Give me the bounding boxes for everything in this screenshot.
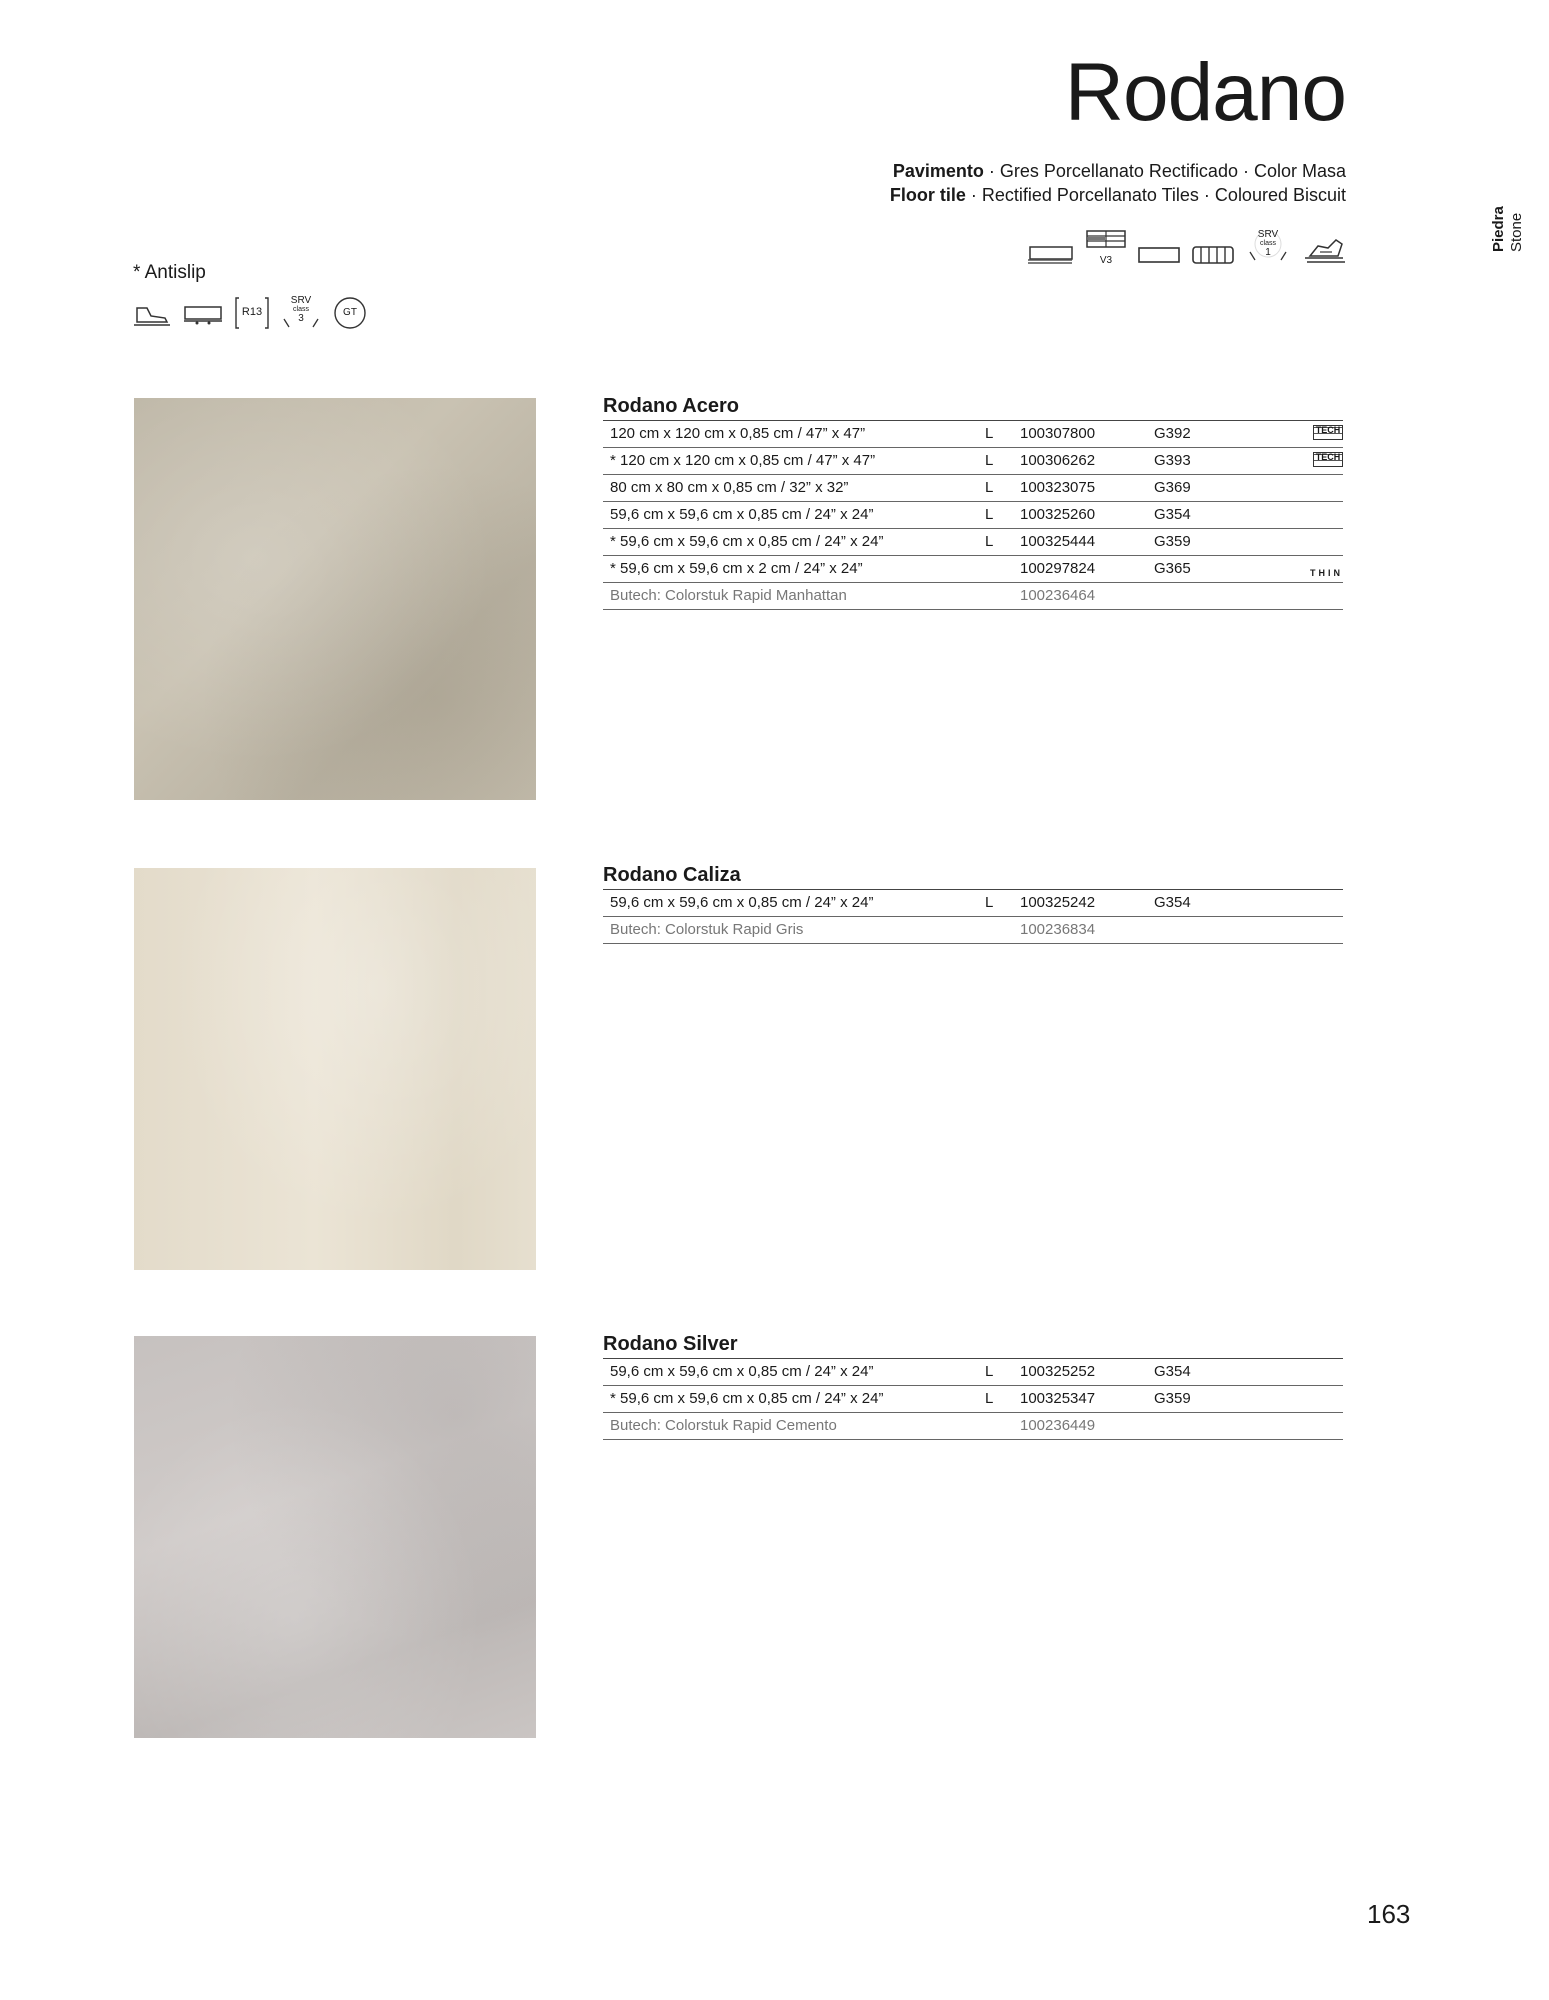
l-cell: L: [985, 452, 994, 469]
group-cell: G354: [1154, 894, 1191, 911]
description-line1: · Gres Porcellanato Rectificado · Color Masa: [983, 161, 1346, 181]
product-block-silver: [603, 1330, 1343, 1440]
product-name: Rodano Caliza: [603, 864, 741, 886]
butech-row: [603, 917, 1343, 944]
l-cell: L: [985, 1363, 994, 1380]
group-cell: G365: [1154, 560, 1191, 577]
l-cell: L: [985, 479, 994, 496]
antislip-icons: [133, 295, 367, 331]
size-cell: * 59,6 cm x 59,6 cm x 0,85 cm / 24” x 24”: [610, 1390, 884, 1407]
swatch-rodano-silver: [134, 1336, 536, 1738]
srv-label: SRV: [290, 295, 312, 306]
frost-resistant-icon: [1192, 244, 1234, 266]
table-row: [603, 1359, 1343, 1386]
group-cell: G354: [1154, 1363, 1191, 1380]
group-cell: G354: [1154, 506, 1191, 523]
tech-badge-icon: TECH: [1313, 452, 1343, 467]
description-line1-bold: Pavimento: [892, 161, 984, 181]
size-cell: * 59,6 cm x 59,6 cm x 0,85 cm / 24” x 24”: [610, 533, 884, 550]
product-table: [603, 889, 1343, 944]
table-row: [603, 475, 1343, 502]
butech-code: 100236449: [1020, 1417, 1096, 1434]
size-cell: 59,6 cm x 59,6 cm x 0,85 cm / 24” x 24”: [610, 506, 874, 523]
floor-tile-icon: [1026, 244, 1074, 266]
butech-row: [603, 1413, 1343, 1440]
table-row: [603, 421, 1343, 448]
size-cell: * 120 cm x 120 cm x 0,85 cm / 47” x 47”: [610, 452, 876, 469]
code-cell: 100307800: [1020, 425, 1096, 442]
l-cell: L: [985, 1390, 994, 1407]
group-cell: G359: [1154, 533, 1191, 550]
r13-label: R13: [241, 306, 263, 318]
code-cell: 100325252: [1020, 1363, 1096, 1380]
thin-badge-icon: THIN: [1310, 568, 1343, 578]
outdoor-ramp-icon: [183, 301, 223, 325]
code-cell: 100297824: [1020, 560, 1096, 577]
product-table: [603, 1358, 1343, 1440]
group-cell: G369: [1154, 479, 1191, 496]
technical-icons: [1026, 226, 1346, 266]
size-cell: 59,6 cm x 59,6 cm x 0,85 cm / 24” x 24”: [610, 894, 874, 911]
srv-class-label: class: [1260, 240, 1276, 247]
table-row: [603, 890, 1343, 917]
butech-label: Butech: Colorstuk Rapid Manhattan: [610, 587, 847, 604]
code-cell: 100323075: [1020, 479, 1096, 496]
table-row: [603, 556, 1343, 583]
v3-label: V3: [1099, 255, 1113, 266]
srv-class-3-icon: [281, 295, 321, 331]
tech-badge-icon: TECH: [1313, 425, 1343, 440]
code-cell: 100325260: [1020, 506, 1096, 523]
description-line2-bold: Floor tile: [889, 185, 966, 205]
shade-variation-v3-icon: [1086, 229, 1126, 266]
size-cell: 59,6 cm x 59,6 cm x 0,85 cm / 24” x 24”: [610, 1363, 874, 1380]
size-cell: * 59,6 cm x 59,6 cm x 2 cm / 24” x 24”: [610, 560, 863, 577]
l-cell: L: [985, 533, 994, 550]
product-table: [603, 420, 1343, 610]
residential-use-icon: [1302, 236, 1346, 266]
srv-class-1-icon: [1246, 226, 1290, 266]
section-tab-en: Stone: [1508, 212, 1525, 252]
size-cell: 120 cm x 120 cm x 0,85 cm / 47” x 47”: [610, 425, 866, 442]
swatch-rodano-acero: [134, 398, 536, 800]
page-title: Rodano: [1064, 47, 1346, 138]
product-name: Rodano Acero: [603, 395, 739, 417]
product-name: Rodano Silver: [603, 1333, 738, 1355]
butech-code: 100236464: [1020, 587, 1096, 604]
r13-rating-icon: [235, 296, 269, 330]
table-row: [603, 1386, 1343, 1413]
shoe-slip-icon: [133, 298, 171, 328]
code-cell: 100325242: [1020, 894, 1096, 911]
page-number: 163: [1367, 1899, 1411, 1929]
table-row: [603, 529, 1343, 556]
group-cell: G392: [1154, 425, 1191, 442]
description-line2: · Rectified Porcellanato Tiles · Coloured Biscuit: [965, 185, 1346, 205]
l-cell: L: [985, 506, 994, 523]
srv-class-value: 3: [298, 313, 304, 324]
code-cell: 100325347: [1020, 1390, 1096, 1407]
rectified-edge-icon: [1138, 244, 1180, 266]
product-block-acero: [603, 392, 1343, 610]
srv-class-label: class: [293, 306, 309, 313]
antislip-label: * Antislip: [133, 262, 206, 283]
section-tab-es: Piedra: [1490, 206, 1507, 252]
code-cell: 100325444: [1020, 533, 1096, 550]
l-cell: L: [985, 425, 994, 442]
l-cell: L: [985, 894, 994, 911]
gt-icon: [333, 296, 367, 330]
butech-label: Butech: Colorstuk Rapid Gris: [610, 921, 804, 938]
srv-class-value: 1: [1265, 247, 1271, 258]
code-cell: 100306262: [1020, 452, 1096, 469]
srv-label: SRV: [1257, 229, 1279, 240]
swatch-rodano-caliza: [134, 868, 536, 1270]
butech-row: [603, 583, 1343, 610]
butech-label: Butech: Colorstuk Rapid Cemento: [610, 1417, 837, 1434]
size-cell: 80 cm x 80 cm x 0,85 cm / 32” x 32”: [610, 479, 849, 496]
product-description: [890, 159, 1346, 207]
table-row: [603, 502, 1343, 529]
gt-label: GT: [343, 307, 357, 318]
butech-code: 100236834: [1020, 921, 1096, 938]
table-row: [603, 448, 1343, 475]
product-block-caliza: [603, 861, 1343, 944]
group-cell: G393: [1154, 452, 1191, 469]
group-cell: G359: [1154, 1390, 1191, 1407]
